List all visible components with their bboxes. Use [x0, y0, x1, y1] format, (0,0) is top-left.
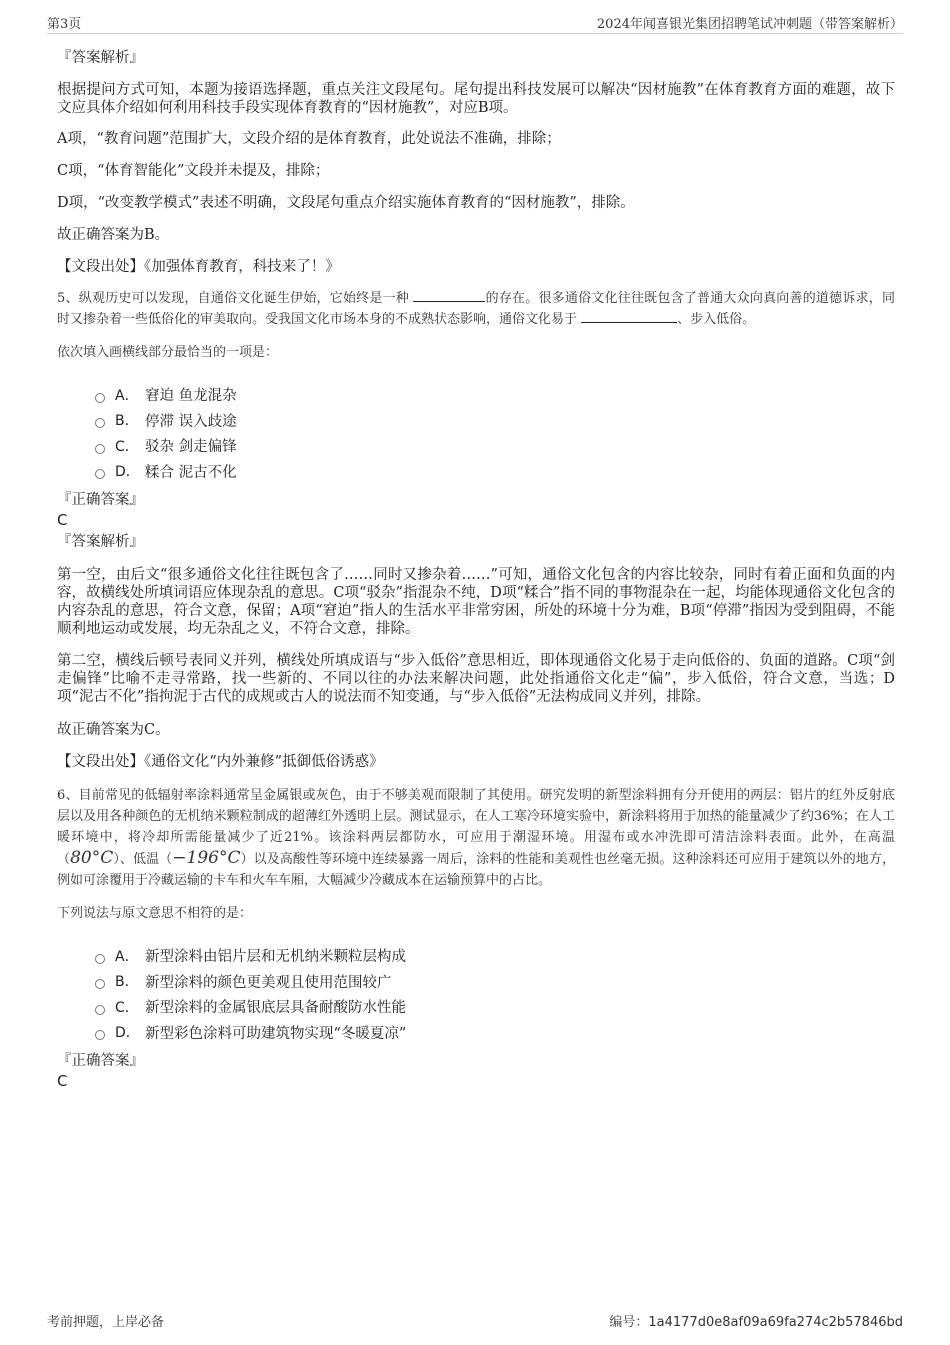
option-b[interactable]: B． 停滞 误入歧途	[95, 408, 895, 434]
analysis-paragraph: D项，“改变教学模式”表述不明确，文段尾句重点介绍实施体育教育的“因材施教”，排除。	[57, 195, 635, 211]
answer-label: 『正确答案』	[57, 492, 144, 508]
options-list	[95, 943, 895, 1045]
radio-icon[interactable]	[95, 954, 105, 964]
analysis-paragraph: C项，“体育智能化”文段并未提及，排除；	[57, 163, 330, 179]
question-instruction: 下列说法与原文意思不相符的是：	[57, 906, 253, 921]
fill-blank	[413, 289, 485, 302]
footer-slogan: 考前押题，上岸必备	[47, 1315, 165, 1330]
page-number: 第3页	[47, 17, 82, 32]
radio-icon[interactable]	[95, 979, 105, 989]
correct-answer: C	[57, 1072, 68, 1090]
radio-icon[interactable]	[95, 469, 105, 479]
analysis-label: 『答案解析』	[57, 534, 144, 550]
temp-low: −196°C	[172, 848, 241, 868]
option-d[interactable]: D． 糅合 泥古不化	[95, 459, 895, 485]
option-b[interactable]: B． 新型涂料的颜色更美观且使用范围较广	[95, 969, 895, 995]
option-a[interactable]: A． 新型涂料由铝片层和无机纳米颗粒层构成	[95, 943, 895, 969]
analysis-paragraph: 第一空，由后文“很多通俗文化往往既包含了……同时又掺杂着……”可知，通俗文化包含的内容比较杂，同时有着正面和负面的内容，故横线处所填词语应体现杂乱的意思。C项“驳杂”指混杂不纯，D项“糅合”指不同的事物混杂在一起，均能体现通俗文化包含的内容杂乱的意思，符合文意，保留；A项“窘迫”指人的生活水平非常穷困，所处的环境十分为难，B项“停滞”指因为受到阻碍，不能顺利地运动或发展，均无杂乱之义，不符合文意，排除。	[57, 567, 895, 637]
conclusion: 故正确答案为B。	[57, 227, 170, 243]
question-instruction: 依次填入画横线部分最恰当的一项是：	[57, 345, 279, 360]
analysis-paragraph: 根据提问方式可知，本题为接语选择题，重点关注文段尾句。尾句提出科技发展可以解决“因材施教”在体育教育方面的难题，故下文应具体介绍如何利用科技手段实现体育教育的“因材施教”，对应B项。	[57, 82, 895, 116]
question-stem: 5、纵观历史可以发现，自通俗文化诞生伊始，它始终是一种 的存在。很多通俗文化往往既包含了普通大众向真向善的道德诉求，同时又掺杂着一些低俗化的审美取向。受我国文化市场本身的不成熟状态影响，通俗文化易于 、步入低俗。	[57, 291, 895, 327]
radio-icon[interactable]	[95, 418, 105, 428]
source-citation: 【文段出处】《通俗文化“内外兼修”抵御低俗诱惑》	[57, 754, 384, 770]
analysis-paragraph: A项，“教育问题”范围扩大，文段介绍的是体育教育，此处说法不准确，排除；	[57, 131, 561, 147]
radio-icon[interactable]	[95, 393, 105, 403]
analysis-label: 『答案解析』	[57, 50, 144, 66]
options-list	[95, 382, 895, 484]
fill-blank	[581, 310, 677, 323]
option-d[interactable]: D． 新型彩色涂料可助建筑物实现“冬暖夏凉”	[95, 1020, 895, 1046]
radio-icon[interactable]	[95, 1030, 105, 1040]
analysis-paragraph: 第二空，横线后顿号表同义并列，横线处所填成语与“步入低俗”意思相近，即体现通俗文化易于走向低俗的、负面的道路。C项“剑走偏锋”比喻不走寻常路，找一些新的、不同以往的办法来解决问题，此处指通俗文化走“偏”，步入低俗，符合文意，当选；D项“泥古不化”指拘泥于古代的成规或古人的说法而不知变通，与“步入低俗”无法构成同义并列，排除。	[57, 653, 895, 705]
option-c[interactable]: C． 驳杂 剑走偏锋	[95, 433, 895, 459]
document-title: 2024年闻喜银光集团招聘笔试冲刺题（带答案解析）	[596, 17, 903, 32]
question-stem: 6、目前常见的低辐射率涂料通常呈金属银或灰色，由于不够美观而限制了其使用。研究发明的新型涂料拥有分开使用的两层：铝片的红外反射底层以及用各种颜色的无机纳米颗粒制成的超薄红外透明上层。测试显示，在人工寒冷环境实验中，新涂料将用于加热的能量减少了约36%；在人工暖环境中，将冷却所需能量减少了近21%。该涂料两层都防水，可应用于潮湿环境。用湿布或水冲洗即可清洁涂料表面。此外，在高温（80°C）、低温（−196°C）以及高酸性等环境中连续暴露一周后，涂料的性能和美观性也丝毫无损。这种涂料还可应用于建筑以外的地方，例如可涂覆用于冷藏运输的卡车和火车车厢，大幅减少冷藏成本在运输预算中的占比。	[57, 788, 895, 888]
correct-answer: C	[57, 511, 68, 529]
document-body	[57, 48, 895, 1093]
page-header	[47, 13, 903, 34]
document-code: 编号：1a4177d0e8af09a69fa274c2b57846bd	[609, 1315, 903, 1330]
radio-icon[interactable]	[95, 444, 105, 454]
option-c[interactable]: C． 新型涂料的金属银底层具备耐酸防水性能	[95, 994, 895, 1020]
temp-high: 80°C	[70, 848, 114, 868]
option-a[interactable]: A． 窘迫 鱼龙混杂	[95, 382, 895, 408]
radio-icon[interactable]	[95, 1005, 105, 1015]
conclusion: 故正确答案为C。	[57, 722, 170, 738]
answer-label: 『正确答案』	[57, 1053, 144, 1069]
source-citation: 【文段出处】《加强体育教育，科技来了！》	[57, 259, 340, 275]
